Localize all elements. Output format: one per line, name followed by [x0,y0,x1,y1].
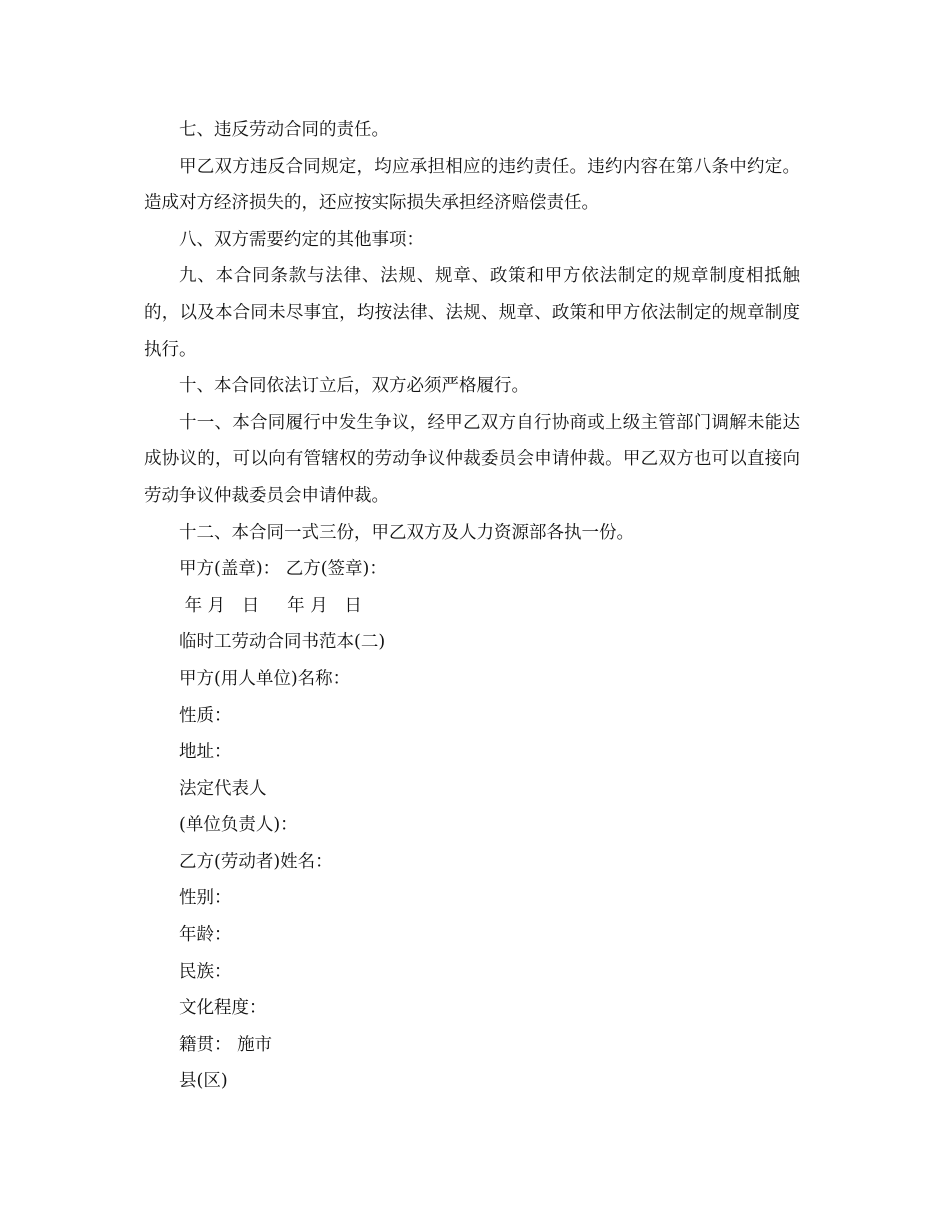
clause-8-heading: 八、双方需要约定的其他事项： [179,229,424,250]
age-field: 年龄： [179,925,232,946]
party-a-name-field: 甲方(用人单位)名称： [179,668,351,689]
date-line: 年 月 日 年 月 日 [179,595,362,616]
signature-line: 甲方(盖章)： 乙方(签章)： [179,559,387,580]
clause-12-text: 十二、本合同一式三份，甲乙双方及人力资源部各执一份。 [179,522,634,543]
address-field: 地址： [179,742,232,763]
nature-field: 性质： [179,705,232,726]
education-field: 文化程度： [179,998,267,1019]
native-place-field: 籍贯： 施市 [179,1034,273,1055]
party-b-name-field: 乙方(劳动者)姓名： [179,851,333,872]
document-body [144,112,800,1100]
clause-11-text: 十一、本合同履行中发生争议，经甲乙双方自行协商或上级主管部门调解未能达成协议的，可以向有管辖权的劳动争议仲裁委员会申请仲裁。甲乙双方也可以直接向劳动争议仲裁委员会申请仲裁。 [144,412,800,506]
section-title: 临时工劳动合同书范本(二) [179,632,386,653]
clause-10-text: 十、本合同依法订立后，双方必须严格履行。 [179,376,529,397]
clause-9-text: 九、本合同条款与法律、法规、规章、政策和甲方依法制定的规章制度相抵触的，以及本合同未尽事宜，均按法律、法规、规章、政策和甲方依法制定的规章制度执行。 [144,266,800,360]
legal-representative-label: 法定代表人 [179,778,267,799]
clause-7-heading: 七、违反劳动合同的责任。 [179,120,389,140]
ethnicity-field: 民族： [179,961,232,982]
county-field: 县(区) [179,1071,228,1092]
clause-7-text: 甲乙双方违反合同规定，均应承担相应的违约责任。违约内容在第八条中约定。造成对方经济损失的，还应按实际损失承担经济赔偿责任。 [144,156,800,214]
gender-field: 性别： [179,888,232,909]
unit-leader-field: (单位负责人)： [179,815,298,836]
